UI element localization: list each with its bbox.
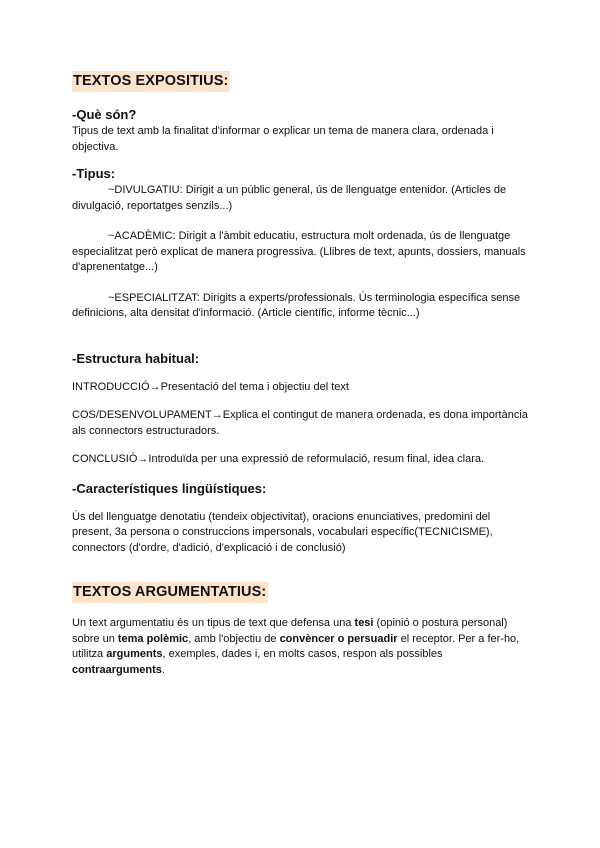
- bold-arguments: arguments: [106, 648, 163, 660]
- que-son-heading: -Què són?: [72, 107, 137, 122]
- tipus-especialitzat: ~ESPECIALITZAT: Dirigits a experts/professionals. Ús terminologia específica sense definicions, alta densitat d'informació. (Article científic, informe tècnic...): [72, 291, 521, 319]
- bold-contraarguments: contraarguments: [72, 663, 162, 676]
- estructura-heading: -Estructura habitual:: [72, 350, 200, 366]
- text-run: , amb l'objectiu de: [188, 632, 280, 645]
- tipus-academic: ~ACADÈMIC: Dirigit a l'àmbit educatiu, estructura molt ordenada, ús de llenguatge especialitzat però explicat de manera progressiva. (Llibres de text, apunts, dossiers, manuals d'aprenentatge...): [72, 230, 526, 273]
- bold-tema-polemic: tema polèmic: [117, 632, 189, 645]
- estructura-introduccio: INTRODUCCIÓ→Presentació del tema i objectiu del text: [72, 380, 349, 393]
- text-run: (opinió o postura personal) sobre un: [72, 617, 508, 645]
- tipus-divulgatiu: ~DIVULGATIU: Dirigit a un públic general, ús de llenguatge entenidor. (Articles de divulgació, reportatges senzils...): [72, 184, 507, 212]
- estructura-cos: COS/DESENVOLUPAMENT→Explica el contingut de manera ordenada, es dona importància als connectors estructuradors.: [72, 409, 528, 437]
- bold-tesi: tesi: [354, 617, 374, 629]
- tipus-heading: -Tipus:: [72, 166, 116, 181]
- argumentatius-title: TEXTOS ARGUMENTATIUS:: [72, 582, 268, 603]
- argumentatius-paragraph: [72, 616, 532, 678]
- que-son-text: Tipus de text amb la finalitat d'informar o explicar un tema de manera clara, ordenada i objectiva.: [72, 125, 494, 153]
- text-run: Un text argumentatiu és un tipus de text que defensa una: [72, 617, 355, 629]
- estructura-conclusio: CONCLUSIÓ→Introduïda per una expressió de reformulació, resum final, idea clara.: [72, 453, 485, 465]
- document-page: [72, 70, 532, 678]
- text-run: , exemples, dades i, en molts casos, respon als possibles: [162, 648, 443, 660]
- bold-convencer: convèncer o persuadir: [279, 632, 398, 645]
- caracteristiques-heading: -Característiques lingüístiques:: [72, 480, 267, 496]
- caracteristiques-text: Ús del llenguatge denotatiu (tendeix objectivitat), oracions enunciatives, predomini del present, 3a persona o construccions impersonals, vocabulari específic(TECNICISME), connectors (d'ordre, d'adició, d'explicació i de conclusió): [72, 510, 493, 554]
- expositius-title: TEXTOS EXPOSITIUS:: [72, 71, 230, 92]
- text-run: el receptor. Per a fer-ho, utilitza: [72, 632, 520, 660]
- text-run: .: [161, 663, 165, 676]
